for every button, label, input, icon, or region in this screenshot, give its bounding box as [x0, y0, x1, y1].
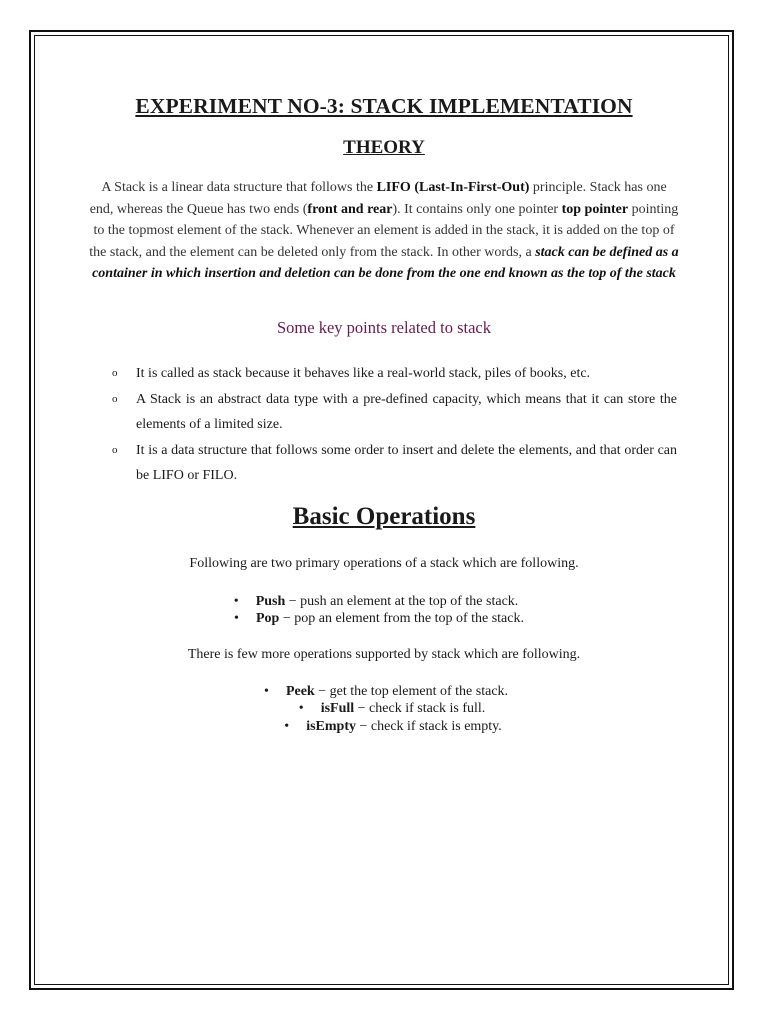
op-desc: − pop an element from the top of the stack.: [279, 611, 524, 626]
op-name: Peek: [285, 684, 315, 699]
key-point-text: It is called as stack because it behaves like a real-world stack, piles of books, etc.: [136, 366, 591, 381]
op-item-isempty: [97, 718, 689, 736]
key-point-text: It is a data structure that follows some order to insert and delete the elements, and that order can be LIFO or FILO.: [136, 443, 677, 483]
list-item: [112, 387, 677, 437]
hollow-bullet-icon: o: [112, 367, 118, 379]
basic-operations-heading: Basic Operations: [292, 503, 476, 530]
document-title: EXPERIMENT NO-3: STACK IMPLEMENTATION: [135, 94, 633, 118]
bullet-icon: •: [233, 594, 239, 609]
list-item: [112, 438, 677, 488]
theory-bold-front-rear: front and rear: [307, 201, 393, 217]
theory-text-4: pointing to the topmost element of the stack. Whenever an element is added in the stack, it is added on the top of the stack, and the element can be deleted only from the stack. In other words, a: [89, 201, 679, 260]
op-name: isFull: [320, 701, 355, 716]
hollow-bullet-icon: o: [112, 444, 118, 456]
primary-ops-intro: Following are two primary operations of a stack which are following.: [189, 556, 579, 571]
theory-bold-italic-definition: stack can be defined as a container in which insertion and deletion can be done from the one end known as the top of the stack: [92, 244, 679, 281]
key-points-heading: Some key points related to stack: [277, 318, 491, 337]
op-item-push: [80, 593, 672, 611]
op-name: Pop: [255, 611, 280, 626]
theory-paragraph: [88, 177, 680, 285]
op-name: isEmpty: [306, 719, 356, 734]
op-item-pop: [83, 610, 675, 628]
op-desc: − check if stack is empty.: [356, 719, 502, 734]
bullet-icon: •: [233, 611, 239, 626]
theory-bold-lifo: LIFO (Last-In-First-Out): [376, 180, 530, 195]
list-item: [112, 361, 677, 386]
op-desc: − get the top element of the stack.: [314, 684, 509, 699]
op-item-isfull: [96, 700, 688, 718]
theory-text-2: principle. Stack has one end, whereas the Queue has two ends (: [89, 180, 667, 217]
key-points-list: [112, 361, 677, 489]
theory-text-1: A Stack is a linear data structure that follows the: [101, 180, 377, 195]
op-desc: − check if stack is full.: [354, 701, 486, 716]
theory-text-3: ). It contains only one pointer: [392, 201, 562, 217]
op-item-peek: [90, 683, 682, 701]
theory-bold-top-pointer: top pointer: [561, 201, 629, 217]
section-title-theory: THEORY: [343, 137, 425, 158]
op-name: Push: [255, 594, 286, 609]
more-ops-intro: There is few more operations supported by stack which are following.: [187, 647, 581, 662]
bullet-icon: •: [263, 684, 269, 699]
bullet-icon: •: [298, 701, 304, 716]
op-desc: − push an element at the top of the stack.: [285, 594, 519, 609]
bullet-icon: •: [284, 719, 290, 734]
key-point-text: A Stack is an abstract data type with a pre-defined capacity, which means that it can store the elements of a limited size.: [136, 392, 677, 432]
hollow-bullet-icon: o: [112, 393, 118, 405]
